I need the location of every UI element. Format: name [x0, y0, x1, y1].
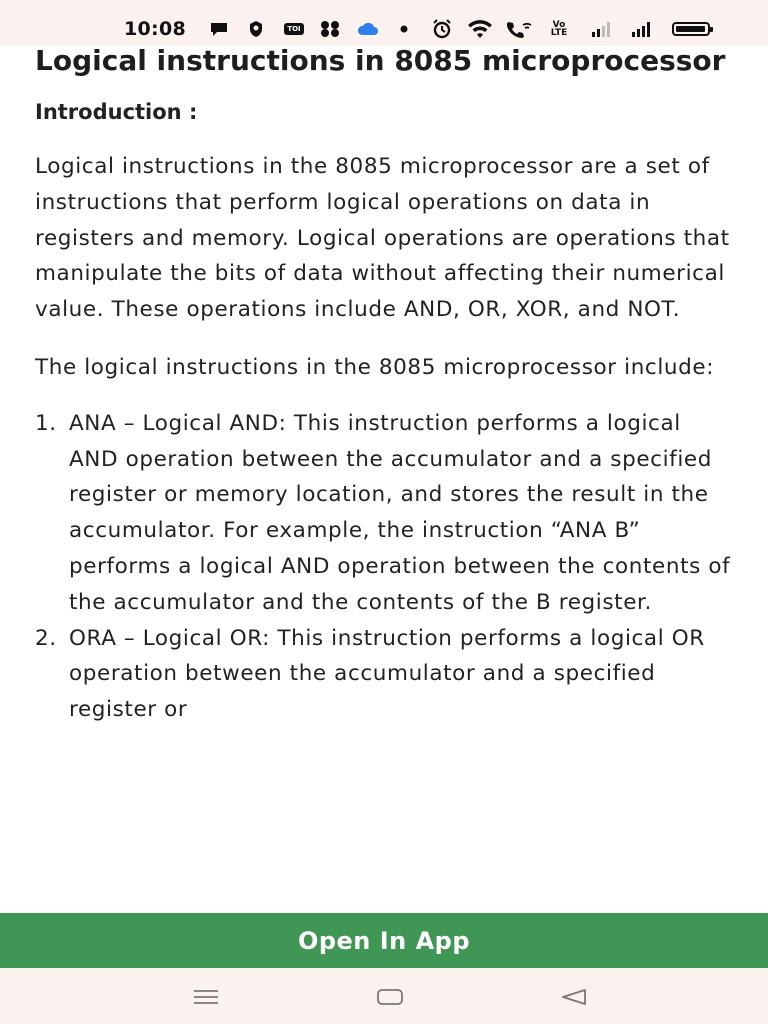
- list-item: [35, 621, 735, 728]
- list-item-text: ANA – Logical AND: This instruction performs a logical AND operation between the accumulator and a specified register or memory location, and stores the result in the accumulator. For example, the instruction “ANA B” performs a logical AND operation between the contents of the accumulator and the contents of the B register.: [69, 410, 731, 615]
- battery-icon: [668, 20, 714, 38]
- intro-heading: Introduction :: [35, 100, 198, 124]
- signal-icon: [584, 20, 618, 38]
- article-title: Logical instructions in 8085 microprocessor: [35, 44, 726, 77]
- back-icon[interactable]: [554, 984, 594, 1010]
- wifi-icon: [466, 20, 494, 38]
- chat-bubble-icon: [208, 20, 230, 38]
- signal-icon: [624, 20, 658, 38]
- list-intro-paragraph: The logical instructions in the 8085 microprocessor include:: [35, 354, 715, 380]
- home-icon[interactable]: [370, 984, 410, 1010]
- list-item-number: 2.: [35, 625, 57, 651]
- volte-icon: [546, 20, 572, 38]
- list-item-number: 1.: [35, 410, 57, 436]
- list-item: [35, 406, 735, 621]
- dot-icon: [398, 20, 410, 38]
- shield-icon: [246, 20, 266, 38]
- open-in-app-button[interactable]: Open In App: [0, 913, 768, 968]
- status-time: 10:08: [124, 18, 186, 40]
- app-grid-icon: [318, 20, 342, 38]
- volte-label: Vo LTE: [550, 20, 568, 38]
- battery-level: [676, 26, 705, 32]
- intro-paragraph: Logical instructions in the 8085 microprocessor are a set of instructions that perform logical operations on data in registers and memory. Logical operations are operations that manipulate the bits of data without affecting their numerical value. These operations include AND, OR, XOR, and NOT.: [35, 154, 730, 323]
- status-bar: [0, 0, 768, 46]
- alarm-icon: [430, 20, 454, 38]
- menu-icon[interactable]: [186, 984, 226, 1010]
- toi-label: TOI: [284, 23, 303, 35]
- toi-icon: [280, 20, 308, 38]
- navigation-bar: [0, 968, 768, 1024]
- article: [35, 42, 735, 728]
- cloud-icon: [356, 20, 380, 38]
- list-item-text: ORA – Logical OR: This instruction performs a logical OR operation between the accumulator and a specified register or: [69, 625, 705, 723]
- instruction-list: [35, 406, 735, 728]
- wifi-call-icon: [504, 20, 534, 38]
